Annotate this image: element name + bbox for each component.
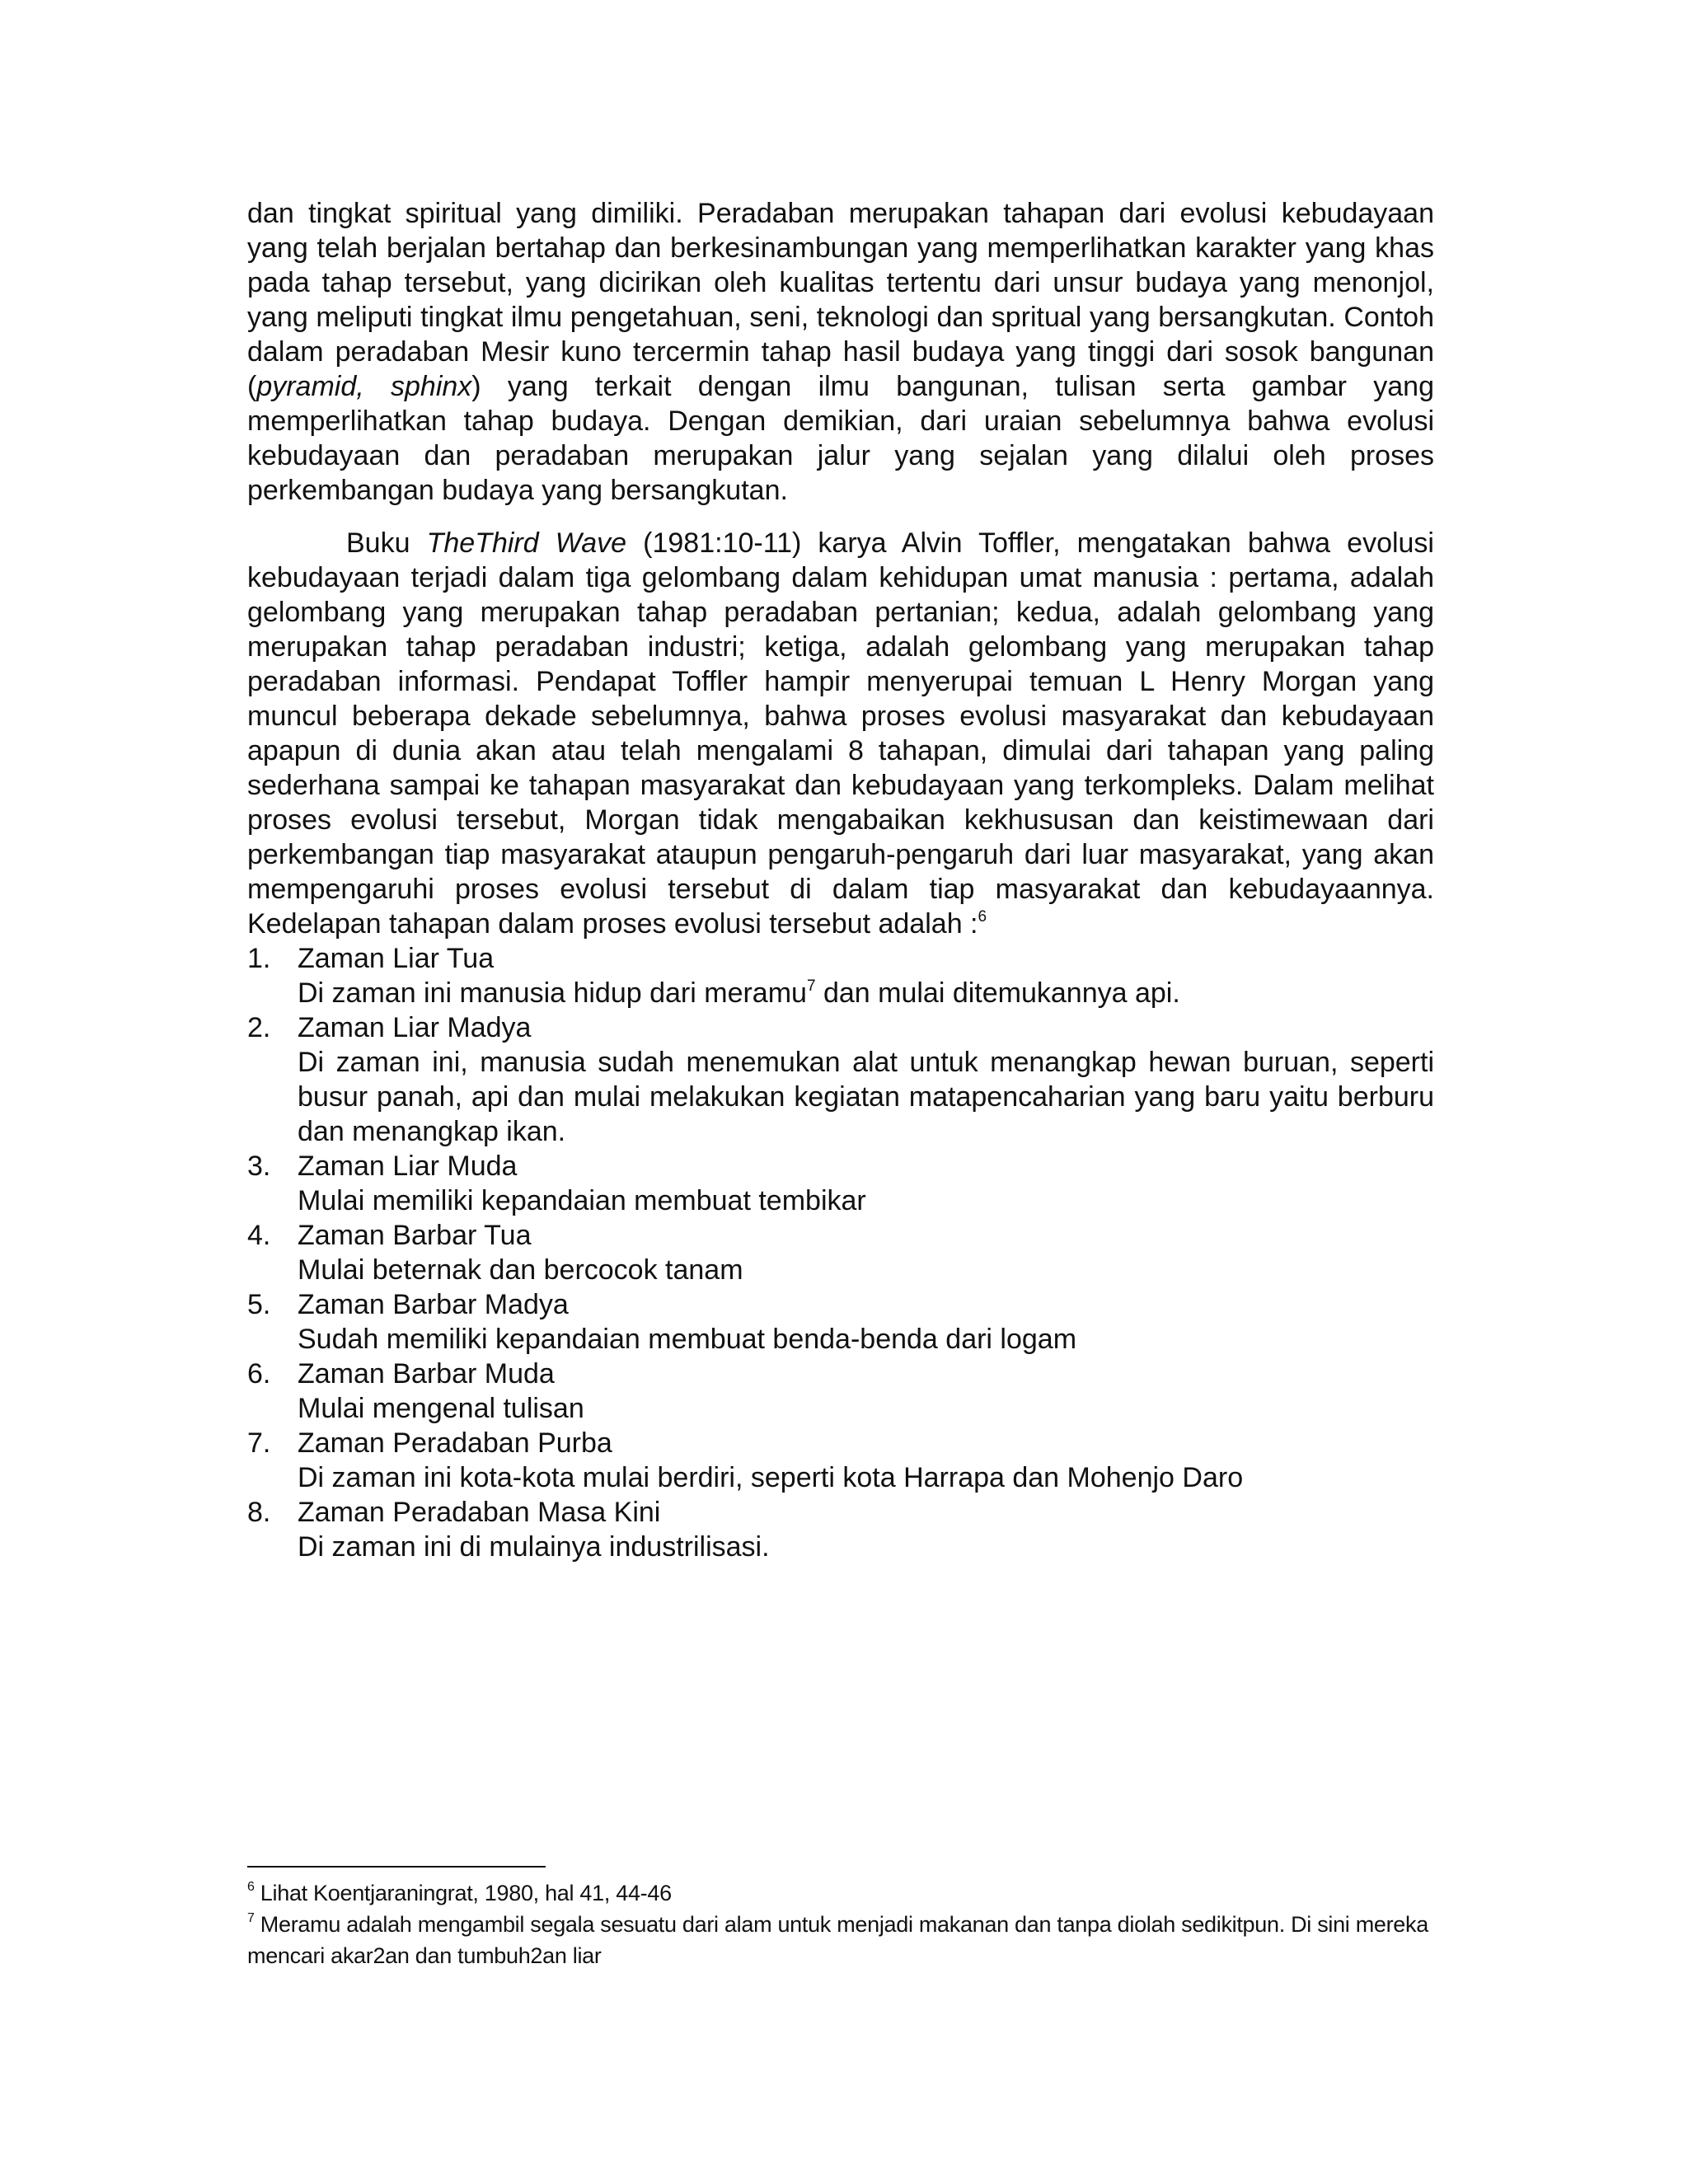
list-number: 6. <box>247 1358 271 1390</box>
stage-description: Mulai beternak dan bercocok tanam <box>298 1254 743 1286</box>
paragraph-text: dan tingkat spiritual yang dimiliki. Peradaban merupakan tahapan dari evolusi kebudayaan yang telah berjalan bertahap dan berkesinambungan yang memperlihatkan karakter yang khas pada tahap tersebut, yang dicirikan oleh kualitas tertentu dari unsur budaya yang menonjol, yang meliputi tingkat ilmu pengetahuan, seni, teknologi dan spritual yang bersangkutan. Contoh dalam peradaban Mesir kuno tercermin tahap hasil budaya yang tinggi dari sosok bangunan ( <box>247 198 1434 402</box>
paragraph-civilization <box>247 196 1434 508</box>
stage-title: Zaman Liar Madya <box>298 1012 532 1043</box>
stage-title: Zaman Barbar Tua <box>298 1220 532 1251</box>
stage-description: Di zaman ini, manusia sudah menemukan alat untuk menangkap hewan buruan, seperti busur panah, api dan mulai melakukan kegiatan matapencaharian yang baru yaitu berburu dan menangkap ikan. <box>298 1047 1434 1147</box>
list-number: 2. <box>247 1012 271 1043</box>
book-title: TheThird Wave <box>426 527 627 559</box>
stage-title: Zaman Liar Muda <box>298 1151 518 1182</box>
paragraph-toffler <box>247 526 1434 941</box>
stage-description: Di zaman ini kota-kota mulai berdiri, seperti kota Harrapa dan Mohenjo Daro <box>298 1462 1244 1493</box>
stage-desc-text: dan mulai ditemukannya api. <box>815 977 1180 1009</box>
page-content <box>247 196 1434 1564</box>
list-item <box>247 1218 1434 1287</box>
list-number: 7. <box>247 1427 271 1459</box>
footnote-7 <box>247 1909 1434 1971</box>
list-item <box>247 1287 1434 1357</box>
stage-title: Zaman Barbar Madya <box>298 1289 569 1320</box>
stage-list <box>247 941 1434 1564</box>
list-item <box>247 1495 1434 1564</box>
list-item <box>247 1426 1434 1495</box>
list-item <box>247 1149 1434 1218</box>
list-number: 5. <box>247 1289 271 1320</box>
list-item <box>247 941 1434 1010</box>
stage-description: Di zaman ini di mulainya industrilisasi. <box>298 1531 770 1563</box>
stage-title: Zaman Barbar Muda <box>298 1358 555 1390</box>
list-number: 3. <box>247 1151 271 1182</box>
stage-description: Sudah memiliki kepandaian membuat benda-benda dari logam <box>298 1324 1077 1355</box>
footnotes <box>247 1866 1434 1971</box>
stage-title: Zaman Peradaban Masa Kini <box>298 1497 661 1528</box>
list-item <box>247 1357 1434 1426</box>
list-number: 4. <box>247 1220 271 1251</box>
list-number: 1. <box>247 943 271 974</box>
footnote-ref[interactable]: 7 <box>806 977 816 995</box>
stage-description <box>298 976 1434 1010</box>
footnote-ref[interactable]: 6 <box>978 908 987 926</box>
stage-description: Mulai memiliki kepandaian membuat tembikar <box>298 1185 866 1216</box>
stage-desc-text: Di zaman ini manusia hidup dari meramu <box>298 977 807 1009</box>
paragraph-text: Buku <box>346 527 427 559</box>
list-number: 8. <box>247 1497 271 1528</box>
paragraph-text: ) yang terkait dengan ilmu bangunan, tulisan serta gambar yang memperlihatkan tahap budaya. Dengan demikian, dari uraian sebelumnya bahwa evolusi kebudayaan dan peradaban merupakan jalur yang sejalan yang dilalui oleh proses perkembangan budaya yang bersangkutan. <box>247 371 1434 506</box>
footnote-6 <box>247 1877 1434 1909</box>
footnote-text: Meramu adalah mengambil segala sesuatu dari alam untuk menjadi makanan dan tanpa diolah sedikitpun. Di sini mereka mencari akar2an dan tumbuh2an liar <box>247 1912 1428 1968</box>
footnote-number: 6 <box>247 1880 255 1894</box>
stage-title: Zaman Peradaban Purba <box>298 1427 612 1459</box>
stage-title: Zaman Liar Tua <box>298 943 495 974</box>
footnote-divider <box>247 1866 546 1868</box>
footnote-number: 7 <box>247 1911 255 1925</box>
list-item <box>247 1010 1434 1149</box>
stage-description: Mulai mengenal tulisan <box>298 1393 584 1424</box>
paragraph-text: (1981:10-11) karya Alvin Toffler, mengatakan bahwa evolusi kebudayaan terjadi dalam tiga gelombang dalam kehidupan umat manusia : pertama, adalah gelombang yang merupakan tahap peradaban pertanian; kedua, adalah gelombang yang merupakan tahap peradaban industri; ketiga, adalah gelombang yang merupakan tahap peradaban informasi. Pendapat Toffler hampir menyerupai temuan L Henry Morgan yang muncul beberapa dekade sebelumnya, bahwa proses evolusi masyarakat dan kebudayaan apapun di dunia akan atau telah mengalami 8 tahapan, dimulai dari tahapan yang paling sederhana sampai ke tahapan masyarakat dan kebudayaan yang terkompleks. Dalam melihat proses evolusi tersebut, Morgan tidak mengabaikan kekhususan dan keistimewaan dari perkembangan tiap masyarakat ataupun pengaruh-pengaruh dari luar masyarakat, yang akan mempengaruhi proses evolusi tersebut di dalam tiap masyarakat dan kebudayaannya. Kedelapan tahapan dalam proses evolusi tersebut adalah : <box>247 527 1434 940</box>
italic-term: pyramid, sphinx <box>256 371 472 402</box>
footnote-text: Lihat Koentjaraningrat, 1980, hal 41, 44-46 <box>254 1881 672 1905</box>
